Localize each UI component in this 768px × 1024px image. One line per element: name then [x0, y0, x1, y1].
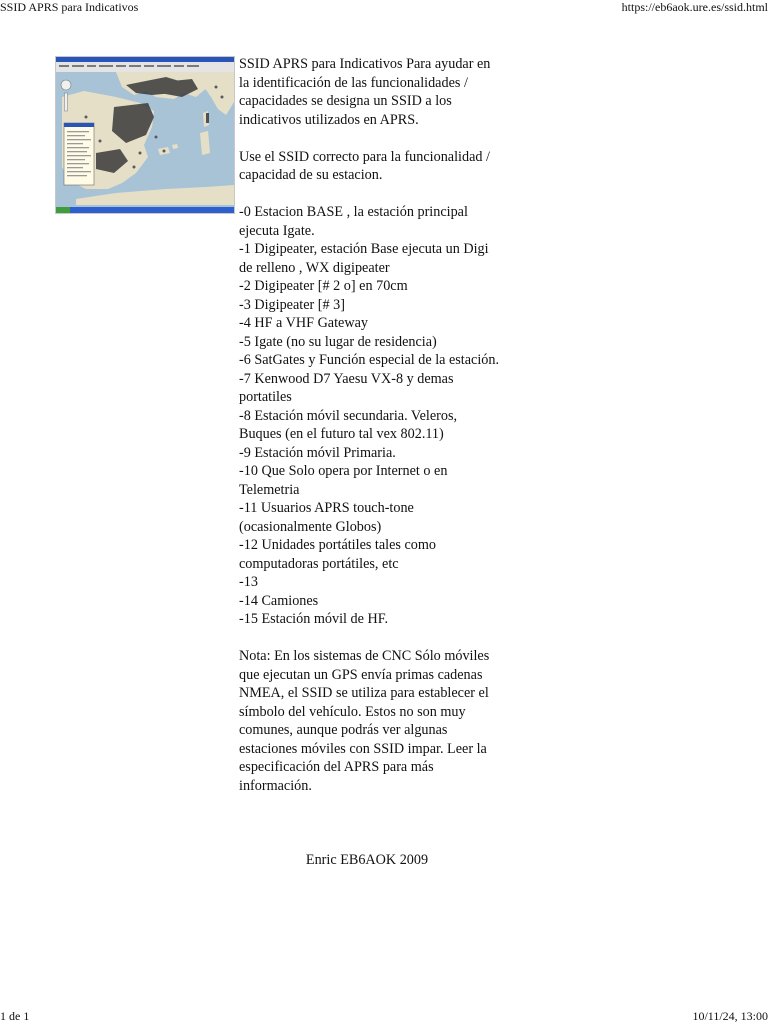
ssid-item: -7 Kenwood D7 Yaesu VX-8 y demas portatiles: [239, 370, 454, 405]
ssid-item: -0 Estacion BASE , la estación principal ejecuta Igate.: [239, 204, 468, 239]
ssid-item: -11 Usuarios APRS touch-tone (ocasionalmente Globos): [239, 500, 414, 535]
ssid-item: -2 Digipeater [# 2 o] en 70cm: [239, 278, 408, 294]
nota-paragraph: Nota: En los sistemas de CNC Sólo móviles que ejecutan un GPS envía primas cadenas NMEA, el SSID se utiliza para establecer el símbolo del vehículo. Estos no son muy comunes, aunque podrás ver algunas estaciones móviles con SSID impar. Leer la especificación del APRS para más información.: [239, 648, 490, 794]
ssid-item: -15 Estación móvil de HF.: [239, 611, 388, 627]
ssid-item: -3 Digipeater [# 3]: [239, 296, 345, 313]
signature: Enric EB6AOK 2009: [305, 852, 429, 868]
print-footer-page: 1 de 1: [0, 1009, 30, 1023]
print-footer-datetime: 10/11/24, 13:00: [692, 1009, 768, 1023]
ssid-item: -8 Estación móvil secundaria. Veleros, Buques (en el futuro tal vex 802.11): [239, 407, 458, 442]
ssid-item: -12 Unidades portátiles tales como computadoras portátiles, etc: [239, 537, 436, 572]
map-image: [56, 57, 234, 213]
intro-paragraph: SSID APRS para Indicativos Para ayudar en la identificación de las funcionalidades / capacidades se designa un SSID a los indicativos utilizados en APRS.: [239, 56, 491, 128]
ssid-item: -6 SatGates y Función especial de la estación.: [239, 352, 500, 368]
main-content: [239, 55, 501, 795]
print-header-title: SSID APRS para Indicativos: [0, 0, 139, 14]
ssid-list: [239, 203, 501, 629]
ssid-item: -5 Igate (no su lugar de residencia): [239, 333, 437, 350]
ssid-item: -13: [239, 574, 258, 590]
print-header-url[interactable]: https://eb6aok.ure.es/ssid.html: [621, 0, 768, 14]
ssid-item: -9 Estación móvil Primaria.: [239, 444, 396, 461]
ssid-item: -1 Digipeater, estación Base ejecuta un Digi de relleno , WX digipeater: [239, 241, 489, 276]
ssid-item: -4 HF a VHF Gateway: [239, 315, 368, 331]
aprs-map-screenshot: [55, 56, 235, 214]
use-note-paragraph: Use el SSID correcto para la funcionalidad / capacidad de su estacion.: [239, 148, 490, 183]
ssid-item: -10 Que Solo opera por Internet o en Telemetria: [239, 463, 448, 498]
ssid-item: -14 Camiones: [239, 592, 319, 609]
